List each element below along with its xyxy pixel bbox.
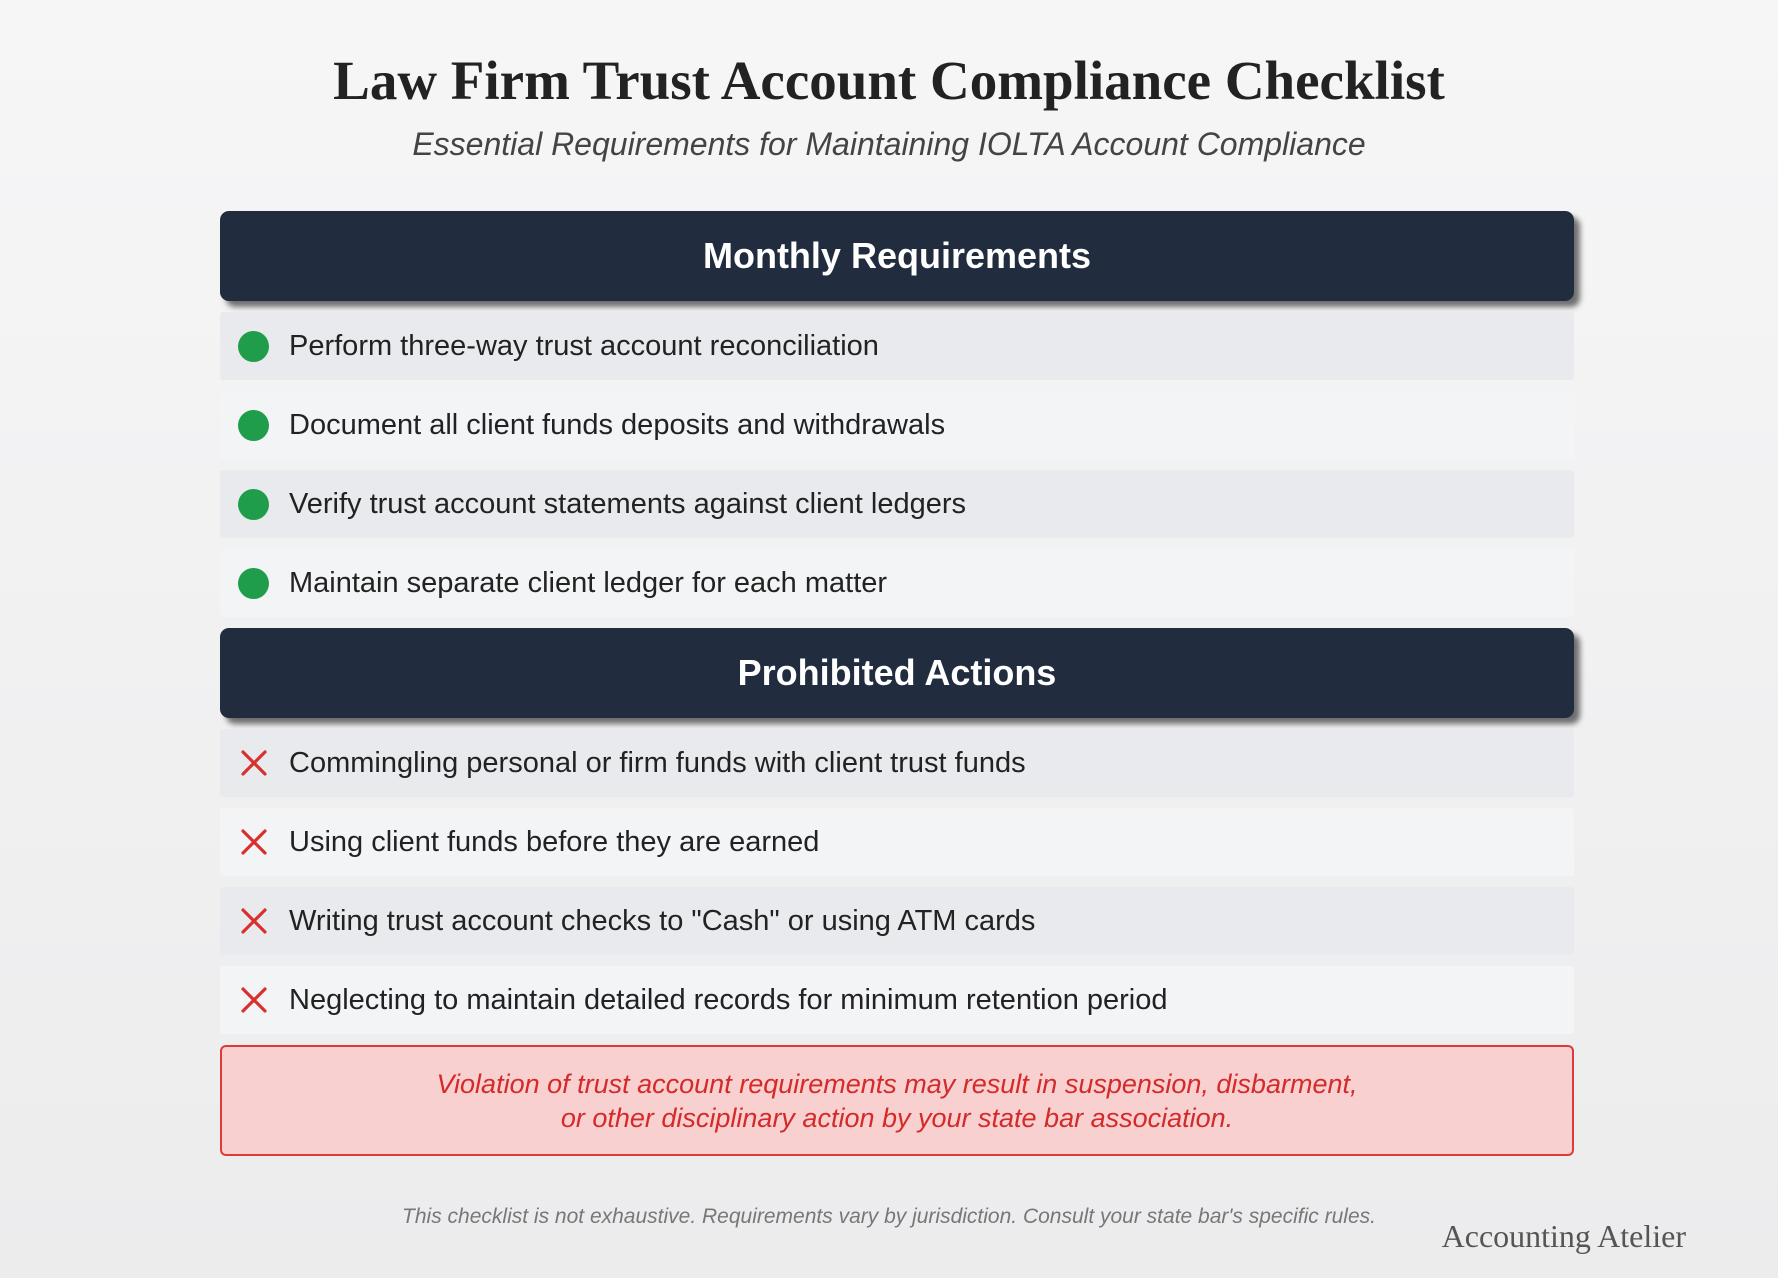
- list-item-label: Perform three-way trust account reconciliation: [289, 329, 879, 362]
- check-dot-icon: [238, 568, 269, 599]
- list-item: [220, 729, 1574, 797]
- list-item-label: Verify trust account statements against client ledgers: [289, 487, 967, 520]
- check-dot-icon: [238, 410, 269, 441]
- disclaimer-footnote: This checklist is not exhaustive. Requirements vary by jurisdiction. Consult your state bar's specific rules.: [402, 1205, 1376, 1228]
- check-dot-icon: [238, 489, 269, 520]
- list-item: [220, 312, 1574, 380]
- list-item: [220, 470, 1574, 538]
- list-item: [220, 391, 1574, 459]
- x-mark-icon: [238, 827, 269, 858]
- list-item-label: Neglecting to maintain detailed records for minimum retention period: [289, 983, 1168, 1016]
- violation-warning-box: [220, 1045, 1574, 1156]
- x-mark-icon: [238, 906, 269, 937]
- warning-line-1: Violation of trust account requirements may result in suspension, disbarment,: [436, 1068, 1358, 1099]
- section-header-prohibited-actions: Prohibited Actions: [220, 628, 1574, 718]
- list-item-label: Maintain separate client ledger for each matter: [289, 566, 888, 599]
- checklist-container: [220, 211, 1574, 1156]
- list-item-label: Using client funds before they are earned: [289, 825, 820, 858]
- prohibited-actions-list: [220, 718, 1574, 1034]
- list-item: [220, 549, 1574, 617]
- list-item: [220, 966, 1574, 1034]
- list-item-label: Writing trust account checks to "Cash" or using ATM cards: [289, 904, 1036, 937]
- page-title: Law Firm Trust Account Compliance Checklist: [333, 50, 1445, 111]
- check-dot-icon: [238, 331, 269, 362]
- warning-line-2: or other disciplinary action by your state bar association.: [560, 1102, 1234, 1133]
- x-mark-icon: [238, 748, 269, 779]
- monthly-requirements-list: [220, 301, 1574, 617]
- brand-signature: Accounting Atelier: [1441, 1218, 1686, 1254]
- list-item: [220, 808, 1574, 876]
- x-mark-icon: [238, 985, 269, 1016]
- list-item-label: Document all client funds deposits and withdrawals: [289, 408, 946, 441]
- page-subtitle: Essential Requirements for Maintaining IOLTA Account Compliance: [412, 126, 1366, 162]
- list-item-label: Commingling personal or firm funds with client trust funds: [289, 746, 1026, 779]
- section-header-monthly-requirements: Monthly Requirements: [220, 211, 1574, 301]
- list-item: [220, 887, 1574, 955]
